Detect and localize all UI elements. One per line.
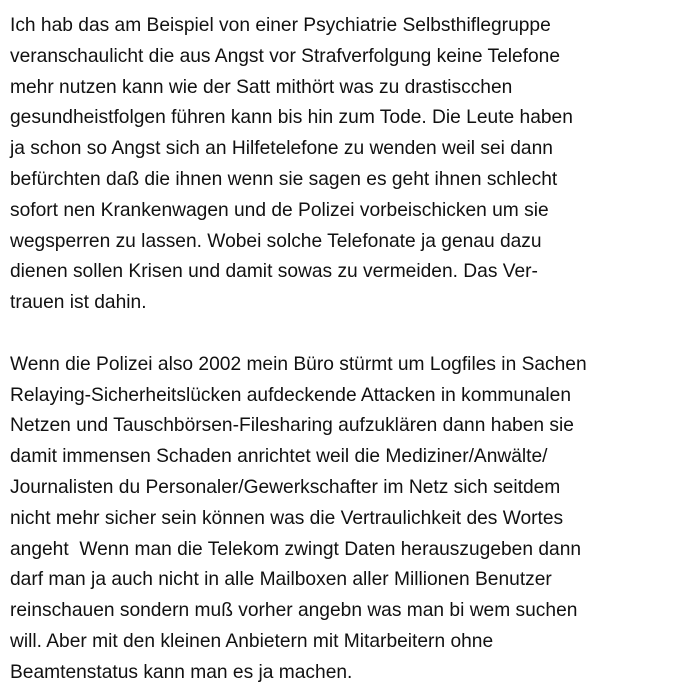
text-line: will. Aber mit den kleinen Anbietern mit Mitarbeitern ohne: [10, 630, 494, 652]
text-line: nicht mehr sicher sein können was die Vertraulichkeit des Wortes: [10, 507, 564, 529]
text-line: ja schon so Angst sich an Hilfetelefone zu wenden weil sei dann: [10, 138, 553, 160]
text-line: veranschaulicht die aus Angst vor Strafverfolgung keine Telefone: [10, 45, 561, 67]
paragraph-gap: [10, 319, 674, 350]
text-line: darf man ja auch nicht in alle Mailboxen aller Millionen Benutzer: [10, 569, 552, 591]
text-line: sofort nen Krankenwagen und de Polizei vorbeischicken um sie: [10, 199, 549, 221]
paragraph-2: [10, 350, 674, 689]
text-line: Relaying-Sicherheitslücken aufdeckende Attacken in kommunalen: [10, 384, 572, 406]
text-line: befürchten daß die ihnen wenn sie sagen es geht ihnen schlecht: [10, 168, 558, 190]
text-line: reinschauen sondern muß vorher angebn was man bi wem suchen: [10, 600, 578, 622]
text-line: angeht Wenn man die Telekom zwingt Daten herauszugeben dann: [10, 538, 582, 560]
text-line: gesundheistfolgen führen kann bis hin zum Tode. Die Leute haben: [10, 107, 573, 129]
text-line: Wenn die Polizei also 2002 mein Büro stürmt um Logfiles in Sachen: [10, 353, 587, 375]
text-line: Netzen und Tauschbörsen-Filesharing aufzuklären dann haben sie: [10, 415, 574, 437]
text-line: Ich hab das am Beispiel von einer Psychiatrie Selbsthiflegruppe: [10, 15, 551, 36]
text-line: mehr nutzen kann wie der Satt mithört was zu drastiscchen: [10, 76, 513, 98]
paragraph-1: [10, 11, 674, 319]
text-line: dienen sollen Krisen und damit sowas zu vermeiden. Das Ver-: [10, 261, 538, 283]
text-line: trauen ist dahin.: [10, 292, 147, 314]
text-line: wegsperren zu lassen. Wobei solche Telefonate ja genau dazu: [10, 230, 542, 252]
text-line: Journalisten du Personaler/Gewerkschafter im Netz sich seitdem: [10, 476, 561, 498]
text-line: Beamtenstatus kann man es ja machen.: [10, 661, 353, 683]
text-line: damit immensen Schaden anrichtet weil die Mediziner/Anwälte/: [10, 446, 548, 468]
